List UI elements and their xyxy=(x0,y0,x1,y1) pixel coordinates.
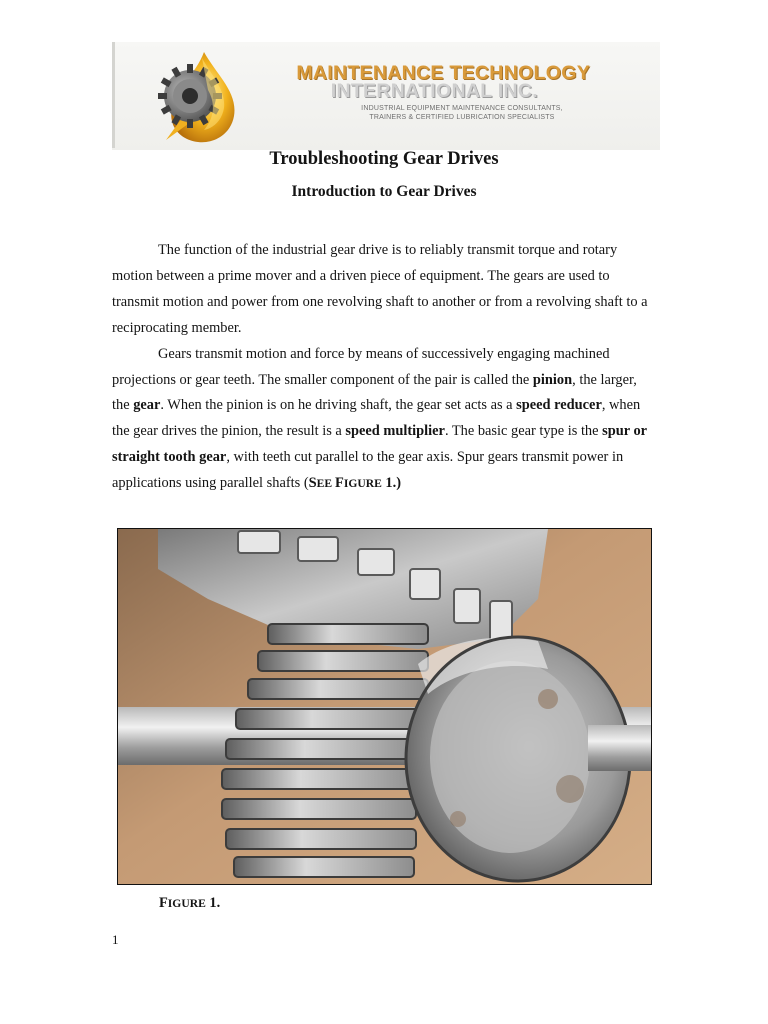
paragraph-2-text: . The basic gear type is the xyxy=(444,423,603,440)
paragraph-2-text: , the larger, the xyxy=(112,371,637,414)
company-name-line2: INTERNATIONAL INC. xyxy=(330,80,538,102)
page-number: 1 xyxy=(112,932,119,947)
paragraph-2-text: . When the pinion is on he driving shaft, the gear set acts as a xyxy=(160,397,517,414)
section-subtitle: Introduction to Gear Drives xyxy=(291,183,477,200)
caption-text: F xyxy=(159,895,168,911)
term-speed-reducer: speed reducer xyxy=(516,397,602,414)
body-text xyxy=(112,238,657,497)
figure-reference: S xyxy=(308,475,317,492)
paragraph-2-text: , with teeth cut parallel to the gear axis. Spur gears transmit power in applications using parallel shafts ( xyxy=(112,449,624,492)
figure-caption xyxy=(159,895,220,912)
tagline-line1: INDUSTRIAL EQUIPMENT MAINTENANCE CONSULTANTS, xyxy=(361,105,563,112)
document-title: Troubleshooting Gear Drives xyxy=(269,149,499,169)
paragraph-2-text: Gears transmit motion and force by means of successively engaging machined projections or gear teeth. The smaller component of the pair is called the xyxy=(112,345,610,388)
figure-1-image xyxy=(117,528,652,885)
caption-text: IGURE xyxy=(167,897,206,910)
term-speed-multiplier: speed multiplier xyxy=(345,423,445,440)
paragraph-2-text: , when the gear drives the pinion, the result is a xyxy=(112,397,641,440)
paragraph-2 xyxy=(112,342,657,497)
paragraph-1: The function of the industrial gear drive is to reliably transmit torque and rotary motion between a prime mover and a driven piece of equipment. The gears are used to transmit motion and power from one revolving shaft to another or from a revolving shaft to a reciprocating member. xyxy=(112,242,648,336)
caption-text: 1. xyxy=(205,895,221,911)
figure-reference: 1.) xyxy=(381,475,402,492)
term-spur-gear: spur or straight tooth gear xyxy=(112,423,647,466)
term-gear: gear xyxy=(133,397,161,414)
letterhead xyxy=(112,42,660,150)
term-pinion: pinion xyxy=(532,371,573,388)
tagline-line2: TRAINERS & CERTIFIED LUBRICATION SPECIALISTS xyxy=(369,114,555,121)
figure-reference: F xyxy=(335,475,344,492)
spur-gears-photo-icon xyxy=(118,529,652,885)
figure-reference: IGURE xyxy=(343,477,382,491)
figure-reference: EE xyxy=(316,477,336,491)
company-name-line1: MAINTENANCE TECHNOLOGY xyxy=(296,62,590,84)
